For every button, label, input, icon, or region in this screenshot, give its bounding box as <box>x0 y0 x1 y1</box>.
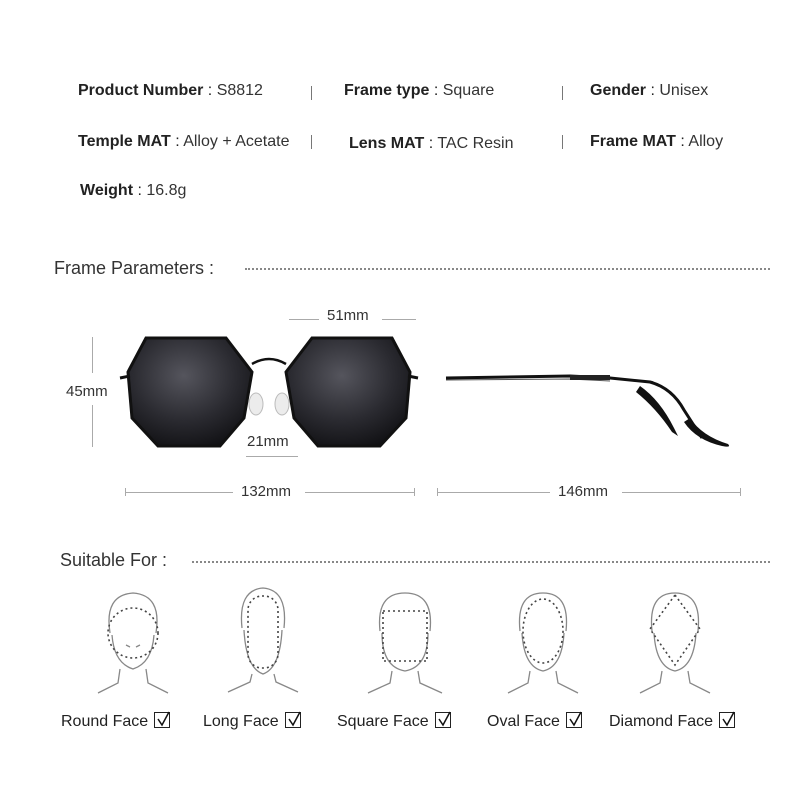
lens-height-label: 45mm <box>66 383 108 400</box>
face-option-long: Long Face <box>203 712 301 731</box>
checkmark-icon <box>435 712 451 728</box>
frame-parameters-title: Frame Parameters : <box>54 258 215 278</box>
face-option-diamond: Diamond Face <box>609 712 735 731</box>
frame-width-label: 132mm <box>241 483 292 500</box>
diamond-face-icon <box>632 585 718 695</box>
face-option-square: Square Face <box>337 712 451 731</box>
dim-line <box>437 492 550 493</box>
dim-tick <box>414 488 415 496</box>
face-option-oval: Oval Face <box>487 712 582 731</box>
square-face-icon <box>362 585 448 695</box>
dim-line <box>125 492 233 493</box>
dim-line <box>622 492 740 493</box>
separator <box>562 86 563 100</box>
temple-length-label: 146mm <box>558 483 609 500</box>
spec-temple-mat: Temple MAT : Alloy + Acetate <box>78 133 290 150</box>
spec-lens-mat: Lens MAT : TAC Resin <box>349 135 514 152</box>
oval-face-icon <box>500 585 586 695</box>
dim-line <box>305 492 414 493</box>
dim-vline <box>92 337 93 373</box>
separator <box>311 135 312 149</box>
checkmark-icon <box>719 712 735 728</box>
suitable-for-title: Suitable For : <box>60 550 168 570</box>
spec-frame-type: Frame type : Square <box>344 82 495 99</box>
spec-frame-mat: Frame MAT : Alloy <box>590 133 724 150</box>
dim-tick <box>740 488 741 496</box>
dim-line <box>289 319 319 320</box>
dim-line <box>382 319 416 320</box>
dim-vline <box>92 405 93 447</box>
face-option-round: Round Face <box>61 712 170 731</box>
spec-gender: Gender : Unisex <box>590 82 709 99</box>
glasses-side-view <box>440 360 740 452</box>
bridge-label: 21mm <box>247 433 289 450</box>
checkmark-icon <box>566 712 582 728</box>
long-face-icon <box>220 582 306 694</box>
section-divider <box>192 561 770 563</box>
spec-weight: Weight : 16.8g <box>80 182 187 199</box>
separator <box>311 86 312 100</box>
spec-product-number: Product Number : S8812 <box>78 82 263 99</box>
section-divider <box>245 268 770 270</box>
dim-line <box>246 456 298 457</box>
separator <box>562 135 563 149</box>
round-face-icon <box>90 585 176 695</box>
checkmark-icon <box>154 712 170 728</box>
lens-width-label: 51mm <box>327 307 369 324</box>
checkmark-icon <box>285 712 301 728</box>
